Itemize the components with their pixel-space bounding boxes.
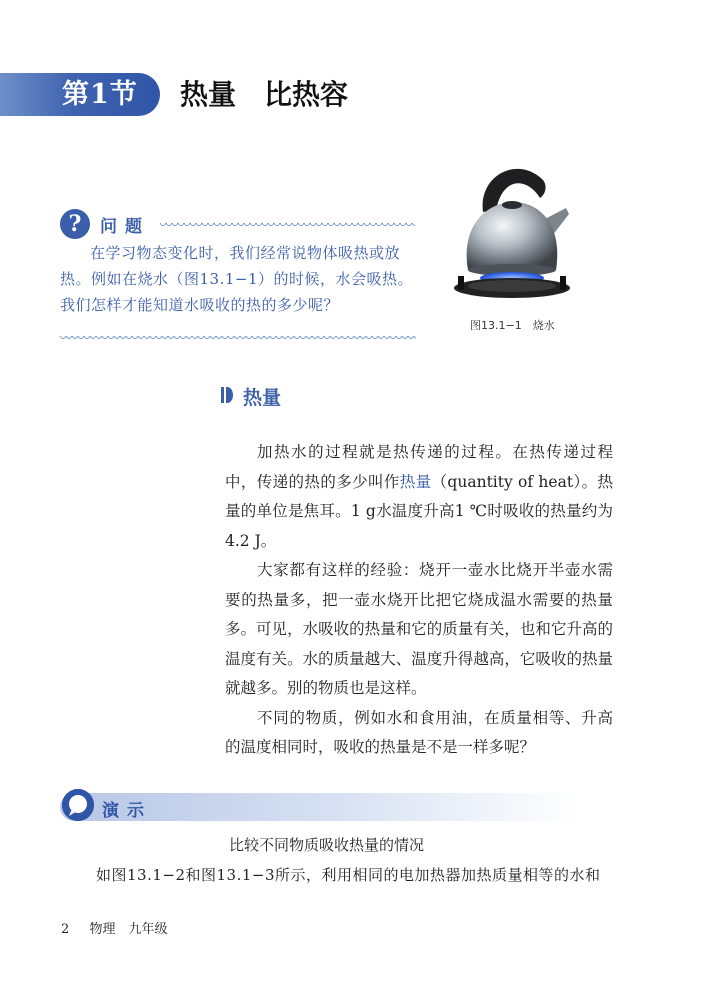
paragraph-1-part-a: 加热水的过程就是热传递的过程。在热传递过程中，传递的热的多少叫作 bbox=[225, 443, 613, 491]
demo-title: 比较不同物质吸收热量的情况 bbox=[229, 836, 425, 854]
paragraph-1 bbox=[225, 438, 613, 556]
term-heat: 热量 bbox=[399, 472, 432, 491]
kettle-image bbox=[448, 150, 578, 310]
demo-text: 如图13.1−2和图13.1−3所示，利用相同的电加热器加热质量相等的水和 bbox=[96, 866, 601, 884]
page-footer bbox=[61, 918, 168, 937]
paragraph-1-part-b: （quantity of heat）。热量的单位是焦耳。1 g水温度升高1 ℃时吸收的热量约为4.2 J。 bbox=[225, 472, 613, 550]
question-text: 在学习物态变化时，我们经常说物体吸热或放热。例如在烧水（图13.1−1）的时候，水会吸热。我们怎样才能知道水吸收的热的多少呢？ bbox=[60, 244, 414, 314]
question-icon: ? bbox=[60, 209, 90, 239]
paragraph-3: 不同的物质，例如水和食用油，在质量相等、升高的温度相同时，吸收的热量是不是一样多呢？ bbox=[225, 708, 613, 756]
paragraph-2: 大家都有这样的经验：烧开一壶水比烧开半壶水需要的热量多，把一壶水烧开比把它烧成温水需要的热量多。可见，水吸收的热量和它的质量有关，也和它升高的温度有关。水的质量越大、温度升得越高，它吸收的热量就越多。别的物质也是这样。 bbox=[225, 561, 613, 697]
speech-bubble-icon bbox=[62, 789, 94, 821]
demo-label: 演示 bbox=[102, 801, 152, 821]
book-name: 物理 九年级 bbox=[89, 922, 168, 937]
question-label: 问题 bbox=[100, 217, 150, 237]
wavy-divider-bottom bbox=[60, 336, 416, 340]
heat-body bbox=[225, 438, 613, 763]
section-title: 热量 比热容 bbox=[180, 78, 349, 111]
figure-caption: 图13.1−1 烧水 bbox=[470, 319, 555, 332]
section-number: 第1节 bbox=[62, 79, 138, 110]
page-number: 2 bbox=[61, 922, 70, 937]
wavy-divider-top bbox=[160, 223, 415, 227]
heat-heading: 热量 bbox=[243, 387, 282, 409]
heading-marker-icon bbox=[221, 387, 233, 403]
